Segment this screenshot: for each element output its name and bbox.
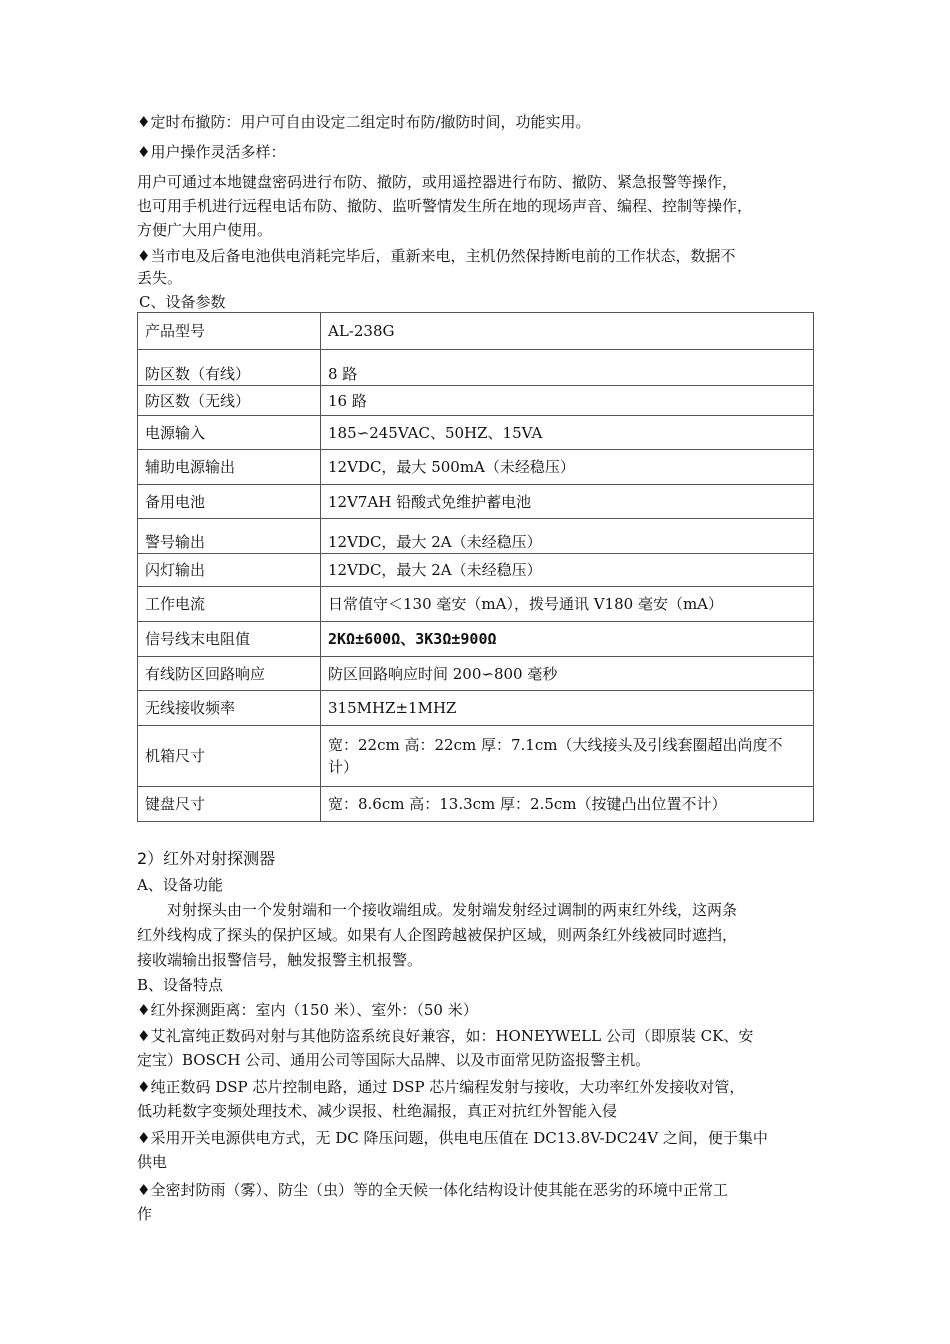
feature-flexible-operation: ♦用户操作灵活多样： bbox=[137, 143, 286, 161]
param-value: 16 路 bbox=[321, 386, 814, 416]
param-value-line: 宽：22cm 高：22cm 厚：7.1cm（大线接头及引线套圈超出尚度不 bbox=[328, 736, 783, 754]
param-value: 8 路 bbox=[321, 350, 814, 386]
param-key: 防区数（有线） bbox=[138, 350, 321, 386]
paragraph-line: 红外线构成了探头的保护区域。如果有人企图跨越被保护区域，则两条红外线被同时遮挡， bbox=[137, 926, 738, 944]
subsection-heading-function: A、设备功能 bbox=[137, 876, 223, 894]
param-value: 12VDC，最大 2A（未经稳压） bbox=[321, 519, 814, 554]
paragraph-line: 作 bbox=[137, 1205, 153, 1223]
table-row bbox=[138, 350, 814, 386]
table-row bbox=[138, 726, 814, 787]
paragraph-line: 供电 bbox=[137, 1153, 168, 1171]
table-row bbox=[138, 485, 814, 519]
table-row bbox=[138, 519, 814, 554]
device-parameters-table bbox=[137, 312, 814, 822]
feature-dsp-circuit: ♦纯正数码 DSP 芯片控制电路，通过 DSP 芯片编程发射与接收，大功率红外发接收对管， bbox=[137, 1078, 745, 1096]
section-title-ir-detector: 2）红外对射探测器 bbox=[137, 849, 276, 868]
table-row bbox=[138, 657, 814, 691]
table-row bbox=[138, 450, 814, 485]
section-heading-params: C、设备参数 bbox=[139, 293, 226, 311]
param-value: 12VDC，最大 2A（未经稳压） bbox=[321, 554, 814, 587]
paragraph-line: 丢失。 bbox=[137, 269, 183, 287]
param-value: 12VDC，最大 500mA（未经稳压） bbox=[321, 450, 814, 485]
param-key: 工作电流 bbox=[138, 587, 321, 622]
param-key: 闪灯输出 bbox=[138, 554, 321, 587]
paragraph-line: 接收端输出报警信号，触发报警主机报警。 bbox=[137, 951, 423, 969]
feature-power-recovery: ♦当市电及后备电池供电消耗完毕后，重新来电，主机仍然保持断电前的工作状态，数据不 bbox=[137, 247, 736, 265]
feature-timed-arming: ♦定时布撤防：用户可自由设定二组定时布防/撤防时间，功能实用。 bbox=[137, 113, 591, 131]
param-value: 2KΩ±600Ω、3K3Ω±900Ω bbox=[321, 622, 814, 657]
table-row bbox=[138, 587, 814, 622]
table-row bbox=[138, 787, 814, 822]
feature-weatherproof: ♦全密封防雨（雾）、防尘（虫）等的全天候一体化结构设计使其能在恶劣的环境中正常工 bbox=[137, 1181, 728, 1199]
param-key: 有线防区回路响应 bbox=[138, 657, 321, 691]
paragraph-line: 方便广大用户使用。 bbox=[137, 221, 273, 239]
table-row bbox=[138, 622, 814, 657]
param-value-line: 计） bbox=[328, 758, 359, 776]
param-key: 无线接收频率 bbox=[138, 691, 321, 726]
param-key: 警号输出 bbox=[138, 519, 321, 554]
param-value: 宽：8.6cm 高：13.3cm 厚：2.5cm（按键凸出位置不计） bbox=[321, 787, 814, 822]
table-row bbox=[138, 416, 814, 450]
param-value: 防区回路响应时间 200∽800 毫秒 bbox=[321, 657, 814, 691]
table-row bbox=[138, 313, 814, 350]
param-value: 日常值守＜130 毫安（mA），拨号通讯 V180 毫安（mA） bbox=[321, 587, 814, 622]
table-row bbox=[138, 386, 814, 416]
param-key: 产品型号 bbox=[138, 313, 321, 350]
param-key: 电源输入 bbox=[138, 416, 321, 450]
param-key: 防区数（无线） bbox=[138, 386, 321, 416]
table-row bbox=[138, 691, 814, 726]
paragraph-line: 对射探头由一个发射端和一个接收端组成。发射端发射经过调制的两束红外线，这两条 bbox=[167, 901, 738, 919]
param-value-multiline bbox=[321, 726, 814, 787]
param-value: 12V7AH 铅酸式免维护蓄电池 bbox=[321, 485, 814, 519]
subsection-heading-features: B、设备特点 bbox=[137, 976, 224, 994]
param-key: 键盘尺寸 bbox=[138, 787, 321, 822]
paragraph-line: 低功耗数字变频处理技术、减少误报、杜绝漏报，真正对抗红外智能入侵 bbox=[137, 1102, 618, 1120]
param-value: 315MHZ±1MHZ bbox=[321, 691, 814, 726]
param-key: 信号线末电阻值 bbox=[138, 622, 321, 657]
table-row bbox=[138, 554, 814, 587]
param-key: 备用电池 bbox=[138, 485, 321, 519]
feature-detection-range: ♦红外探测距离：室内（150 米）、室外：（50 米） bbox=[137, 1001, 478, 1019]
param-value: AL-238G bbox=[321, 313, 814, 350]
feature-power-supply: ♦采用开关电源供电方式，无 DC 降压问题，供电电压值在 DC13.8V-DC24V 之间，便于集中 bbox=[137, 1129, 768, 1147]
param-key: 机箱尺寸 bbox=[138, 726, 321, 787]
paragraph-line: 用户可通过本地键盘密码进行布防、撤防，或用遥控器进行布防、撤防、紧急报警等操作， bbox=[137, 173, 738, 191]
param-key: 辅助电源输出 bbox=[138, 450, 321, 485]
feature-compatibility: ♦艾礼富纯正数码对射与其他防盗系统良好兼容，如：HONEYWELL 公司（即原装 CK、安 bbox=[137, 1027, 754, 1045]
param-value: 185∽245VAC、50HZ、15VA bbox=[321, 416, 814, 450]
paragraph-line: 定宝）BOSCH 公司、通用公司等国际大品牌、以及市面常见防盗报警主机。 bbox=[137, 1051, 651, 1069]
paragraph-line: 也可用手机进行远程电话布防、撤防、监听警情发生所在地的现场声音、编程、控制等操作， bbox=[137, 197, 753, 215]
